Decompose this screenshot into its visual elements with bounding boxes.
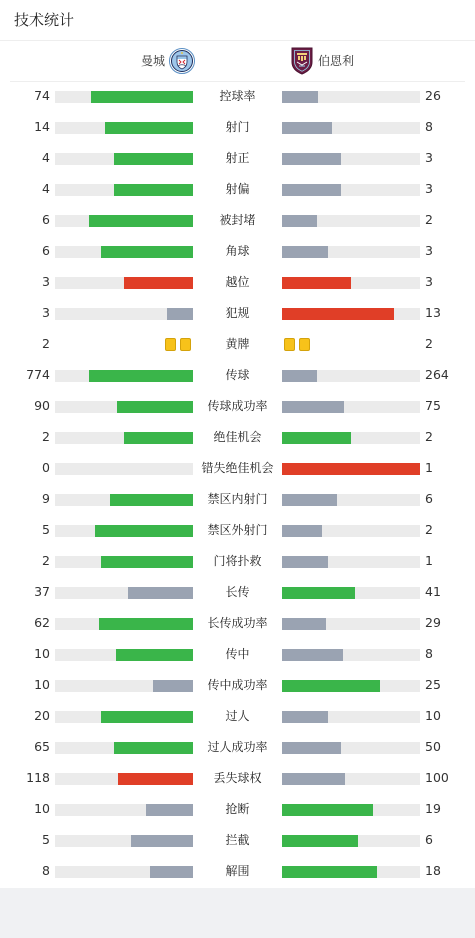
- away-bar-fill: [282, 122, 332, 134]
- away-bar-fill: [282, 401, 344, 413]
- away-value: 2: [425, 212, 433, 227]
- away-bar-fill: [282, 618, 326, 630]
- home-value: 20: [34, 708, 50, 723]
- away-value: 2: [425, 429, 433, 444]
- home-bar-track: [55, 401, 193, 413]
- away-bar-track: [282, 153, 420, 165]
- away-value: 2: [425, 522, 433, 537]
- away-bar-track: [282, 215, 420, 227]
- stat-row: [0, 329, 475, 360]
- stat-label: 传中成功率: [207, 678, 268, 692]
- home-bar-track: [55, 153, 193, 165]
- stat-row: [0, 577, 475, 608]
- stat-row: [0, 360, 475, 391]
- stat-label: 丢失球权: [213, 771, 262, 785]
- away-bar-fill: [282, 184, 341, 196]
- away-bar-fill: [282, 556, 328, 568]
- stat-label: 被封堵: [219, 213, 256, 227]
- away-bar-fill: [282, 91, 318, 103]
- stat-row: [0, 453, 475, 484]
- home-bar-fill: [118, 773, 193, 785]
- home-bar-fill: [131, 835, 193, 847]
- stat-label: 抢断: [225, 802, 250, 816]
- stat-label: 错失绝佳机会: [201, 461, 274, 475]
- stat-row: [0, 236, 475, 267]
- away-bar-fill: [282, 432, 351, 444]
- home-bar-fill: [105, 122, 193, 134]
- stat-row: [0, 81, 475, 112]
- yellow-card-icon: [299, 338, 310, 351]
- stat-label: 过人成功率: [207, 740, 268, 754]
- home-bar-track: [55, 804, 193, 816]
- home-bar-track: [55, 866, 193, 878]
- away-bar-track: [282, 370, 420, 382]
- away-bar-fill: [282, 463, 420, 475]
- yellow-card-icon: [165, 338, 176, 351]
- stat-label: 解围: [225, 864, 250, 878]
- home-bar-fill: [99, 618, 193, 630]
- stat-label: 角球: [225, 244, 250, 258]
- stat-label: 犯规: [225, 306, 250, 320]
- stat-row: [0, 515, 475, 546]
- home-bar-fill: [114, 153, 193, 165]
- away-bar-track: [282, 525, 420, 537]
- stat-label: 门将扑救: [213, 554, 262, 568]
- stat-row: [0, 670, 475, 701]
- home-bar-fill: [124, 432, 193, 444]
- away-bar-track: [282, 401, 420, 413]
- stat-row: [0, 608, 475, 639]
- away-value: 29: [425, 615, 441, 630]
- away-bar-fill: [282, 215, 317, 227]
- stat-row: [0, 267, 475, 298]
- away-bar-track: [282, 618, 420, 630]
- away-bar-fill: [282, 711, 328, 723]
- away-value: 3: [425, 243, 433, 258]
- home-bar-track: [55, 711, 193, 723]
- home-value: 65: [34, 739, 50, 754]
- home-value: 6: [42, 243, 50, 258]
- stat-label: 传球成功率: [207, 399, 268, 413]
- away-bar-track: [282, 587, 420, 599]
- home-bar-track: [55, 680, 193, 692]
- stat-label: 传中: [225, 647, 250, 661]
- away-value: 26: [425, 88, 441, 103]
- away-value: 2: [425, 336, 433, 351]
- home-bar-fill: [128, 587, 193, 599]
- home-bar-track: [55, 649, 193, 661]
- home-value: 4: [42, 150, 50, 165]
- home-value: 5: [42, 832, 50, 847]
- home-value: 62: [34, 615, 50, 630]
- home-bar-track: [55, 246, 193, 258]
- stat-row: [0, 639, 475, 670]
- stat-row: [0, 546, 475, 577]
- home-team-name[interactable]: 曼城: [140, 54, 165, 68]
- stat-row: [0, 391, 475, 422]
- away-bar-track: [282, 742, 420, 754]
- home-value: 5: [42, 522, 50, 537]
- stat-row: [0, 763, 475, 794]
- away-value: 19: [425, 801, 441, 816]
- home-value: 8: [42, 863, 50, 878]
- away-bar-fill: [282, 835, 358, 847]
- away-bar-fill: [282, 649, 343, 661]
- home-bar-track: [55, 370, 193, 382]
- away-value: 3: [425, 181, 433, 196]
- home-bar-track: [55, 308, 193, 320]
- away-bar-track: [282, 649, 420, 661]
- stat-label: 禁区外射门: [207, 523, 268, 537]
- away-value: 13: [425, 305, 441, 320]
- away-bar-track: [282, 804, 420, 816]
- stat-label: 射正: [225, 151, 250, 165]
- home-bar-fill: [153, 680, 193, 692]
- away-bar-fill: [282, 804, 373, 816]
- away-bar-fill: [282, 742, 341, 754]
- stat-row: [0, 143, 475, 174]
- stat-label: 射偏: [225, 182, 250, 196]
- home-bar-track: [55, 556, 193, 568]
- away-value: 75: [425, 398, 441, 413]
- burnley-crest-icon[interactable]: [290, 47, 314, 75]
- away-value: 10: [425, 708, 441, 723]
- stat-label: 禁区内射门: [207, 492, 268, 506]
- stat-row: [0, 112, 475, 143]
- home-value: 9: [42, 491, 50, 506]
- away-bar-fill: [282, 587, 355, 599]
- home-bar-fill: [101, 711, 193, 723]
- home-yellow-cards: [163, 338, 193, 352]
- home-value: 10: [34, 677, 50, 692]
- stat-label: 越位: [225, 275, 250, 289]
- away-bar-track: [282, 680, 420, 692]
- away-yellow-cards: [282, 338, 312, 352]
- home-value: 4: [42, 181, 50, 196]
- stats-list: [0, 81, 475, 887]
- home-value: 6: [42, 212, 50, 227]
- home-value: 3: [42, 274, 50, 289]
- stat-row: [0, 484, 475, 515]
- stat-label: 传球: [225, 368, 250, 382]
- away-bar-track: [282, 308, 420, 320]
- away-value: 25: [425, 677, 441, 692]
- home-bar-fill: [167, 308, 193, 320]
- away-value: 3: [425, 274, 433, 289]
- home-value: 118: [26, 770, 50, 785]
- home-value: 10: [34, 801, 50, 816]
- home-bar-track: [55, 494, 193, 506]
- away-value: 8: [425, 646, 433, 661]
- away-bar-fill: [282, 277, 351, 289]
- home-bar-fill: [114, 742, 193, 754]
- home-bar-track: [55, 122, 193, 134]
- home-bar-fill: [110, 494, 193, 506]
- away-value: 1: [425, 460, 433, 475]
- home-value: 2: [42, 336, 50, 351]
- stat-label: 绝佳机会: [213, 430, 262, 444]
- away-bar-track: [282, 835, 420, 847]
- home-bar-track: [55, 277, 193, 289]
- home-value: 37: [34, 584, 50, 599]
- away-value: 100: [425, 770, 449, 785]
- away-bar-track: [282, 463, 420, 475]
- home-value: 90: [34, 398, 50, 413]
- stat-row: [0, 174, 475, 205]
- yellow-card-icon: [284, 338, 295, 351]
- stat-row: [0, 422, 475, 453]
- away-value: 18: [425, 863, 441, 878]
- stat-row: [0, 794, 475, 825]
- stat-label: 长传成功率: [207, 616, 268, 630]
- home-value: 74: [34, 88, 50, 103]
- stat-label: 过人: [225, 709, 250, 723]
- teams-header: [0, 41, 475, 81]
- home-bar-fill: [146, 804, 193, 816]
- home-bar-fill: [95, 525, 193, 537]
- home-bar-fill: [117, 401, 193, 413]
- home-bar-fill: [91, 91, 193, 103]
- away-bar-fill: [282, 153, 341, 165]
- away-bar-fill: [282, 308, 394, 320]
- away-bar-fill: [282, 773, 345, 785]
- home-value: 774: [26, 367, 50, 382]
- away-bar-track: [282, 277, 420, 289]
- away-value: 6: [425, 832, 433, 847]
- stat-row: [0, 205, 475, 236]
- home-bar-fill: [89, 370, 193, 382]
- away-value: 3: [425, 150, 433, 165]
- home-bar-fill: [89, 215, 193, 227]
- man-city-crest-icon[interactable]: [169, 48, 195, 74]
- away-value: 6: [425, 491, 433, 506]
- home-value: 10: [34, 646, 50, 661]
- away-bar-track: [282, 494, 420, 506]
- home-value: 2: [42, 553, 50, 568]
- home-bar-track: [55, 525, 193, 537]
- away-bar-track: [282, 773, 420, 785]
- home-value: 3: [42, 305, 50, 320]
- away-bar-track: [282, 122, 420, 134]
- away-bar-fill: [282, 680, 380, 692]
- stat-row: [0, 732, 475, 763]
- yellow-card-icon: [180, 338, 191, 351]
- away-bar-track: [282, 556, 420, 568]
- page-title: 技术统计: [14, 11, 75, 29]
- away-bar-fill: [282, 525, 322, 537]
- home-bar-fill: [101, 246, 193, 258]
- home-bar-track: [55, 773, 193, 785]
- home-bar-fill: [150, 866, 193, 878]
- home-bar-track: [55, 184, 193, 196]
- away-value: 8: [425, 119, 433, 134]
- stat-label: 射门: [225, 120, 250, 134]
- home-bar-track: [55, 587, 193, 599]
- home-bar-track: [55, 91, 193, 103]
- away-bar-fill: [282, 246, 328, 258]
- away-bar-track: [282, 91, 420, 103]
- home-bar-track: [55, 432, 193, 444]
- away-bar-track: [282, 866, 420, 878]
- stat-row: [0, 298, 475, 329]
- away-bar-track: [282, 184, 420, 196]
- stat-row: [0, 701, 475, 732]
- home-bar-fill: [114, 184, 193, 196]
- home-value: 2: [42, 429, 50, 444]
- home-bar-track: [55, 463, 193, 475]
- stat-label: 长传: [225, 585, 250, 599]
- away-bar-fill: [282, 370, 317, 382]
- away-bar-fill: [282, 494, 337, 506]
- away-bar-track: [282, 711, 420, 723]
- stat-row: [0, 856, 475, 887]
- home-bar-track: [55, 742, 193, 754]
- away-value: 50: [425, 739, 441, 754]
- home-bar-fill: [101, 556, 193, 568]
- away-value: 41: [425, 584, 441, 599]
- home-bar-track: [55, 618, 193, 630]
- home-bar-fill: [124, 277, 193, 289]
- home-value: 14: [34, 119, 50, 134]
- stat-label: 控球率: [219, 89, 256, 103]
- home-bar-track: [55, 215, 193, 227]
- home-value: 0: [42, 460, 50, 475]
- stat-label: 拦截: [225, 833, 250, 847]
- away-value: 1: [425, 553, 433, 568]
- away-team-name[interactable]: 伯恩利: [318, 54, 355, 68]
- stat-row: [0, 825, 475, 856]
- home-bar-fill: [116, 649, 193, 661]
- away-bar-track: [282, 246, 420, 258]
- away-bar-track: [282, 432, 420, 444]
- away-value: 264: [425, 367, 449, 382]
- stat-label: 黄牌: [225, 337, 250, 351]
- away-bar-fill: [282, 866, 377, 878]
- home-bar-track: [55, 835, 193, 847]
